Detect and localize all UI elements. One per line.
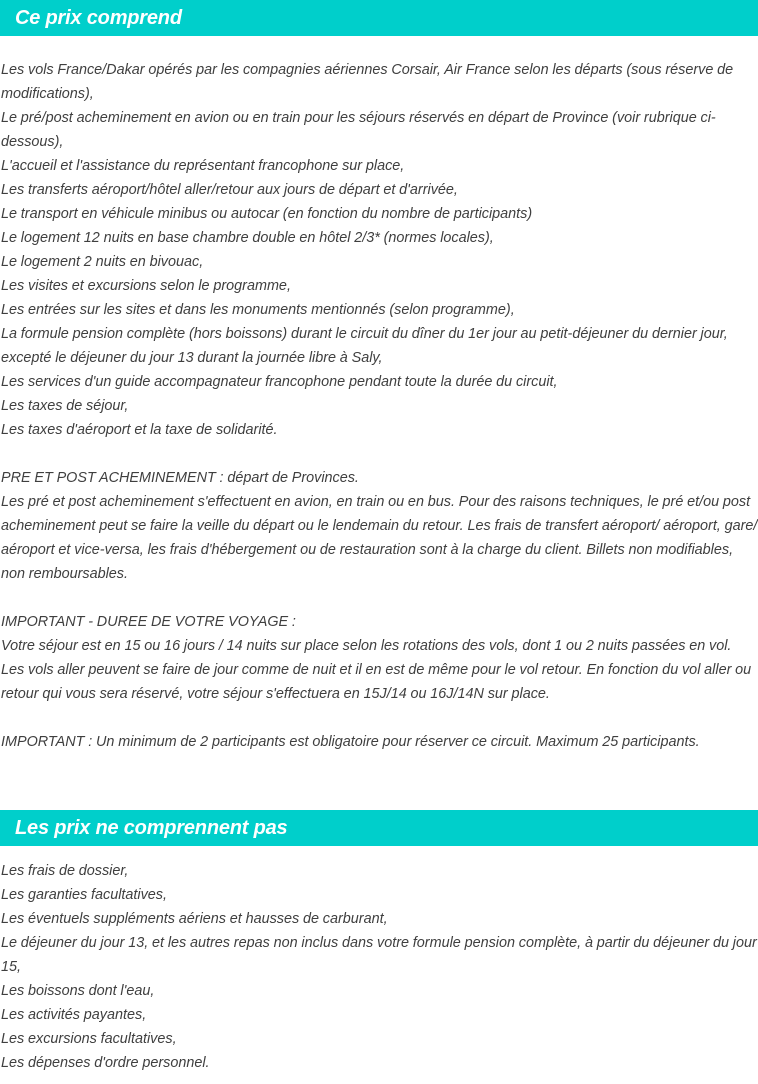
pre-post-text: Les pré et post acheminement s'effectuent en avion, en train ou en bus. Pour des raisons techniques, le pré et/ou post acheminement peut se faire la veille du départ ou le lendemain du retour. Les frais de transfert aéroport/ aéroport, gare/ aéroport et vice-versa, les frais d'hébergement ou de restauration sont à la charge du client. Billets non modifiables, non remboursables. — [1, 494, 758, 582]
list-item: Les vols France/Dakar opérés par les compagnies aériennes Corsair, Air France selon les départs (sous réserve de modifications), — [1, 62, 734, 102]
list-item: Le logement 2 nuits en bivouac, — [1, 254, 204, 270]
spacer-after-included-header — [0, 36, 758, 58]
section-header-not-included — [0, 810, 758, 846]
paragraph-spacer — [1, 706, 758, 730]
paragraph-spacer — [1, 442, 758, 466]
section-title-not-included: Les prix ne comprennent pas — [15, 817, 288, 839]
list-item: Les frais de dossier, — [1, 863, 129, 879]
section-header-included — [0, 0, 758, 36]
list-item: L'accueil et l'assistance du représentant francophone sur place, — [1, 158, 405, 174]
duree-heading: IMPORTANT - DUREE DE VOTRE VOYAGE : — [1, 614, 296, 630]
pre-post-heading: PRE ET POST ACHEMINEMENT : départ de Provinces. — [1, 470, 359, 486]
section-body-not-included — [0, 859, 758, 1075]
spacer-after-not-included-header — [0, 846, 758, 859]
section-title-included: Ce prix comprend — [15, 7, 182, 29]
list-item: Le pré/post acheminement en avion ou en train pour les séjours réservés en départ de Province (voir rubrique ci-dessous), — [1, 110, 716, 150]
section-body-included — [0, 58, 758, 754]
list-item: Les activités payantes, — [1, 1007, 147, 1023]
list-item: Le déjeuner du jour 13, et les autres repas non inclus dans votre formule pension complète, à partir du déjeuner du jour 15, — [1, 935, 757, 975]
list-item: Les éventuels suppléments aériens et hausses de carburant, — [1, 911, 388, 927]
list-item: Les excursions facultatives, — [1, 1031, 177, 1047]
list-item: Le transport en véhicule minibus ou autocar (en fonction du nombre de participants) — [1, 206, 533, 222]
list-item: Les dépenses d'ordre personnel. — [1, 1055, 210, 1071]
paragraph-spacer — [1, 586, 758, 610]
list-item: Les transferts aéroport/hôtel aller/retour aux jours de départ et d'arrivée, — [1, 182, 458, 198]
list-item: Les boissons dont l'eau, — [1, 983, 155, 999]
spacer-before-not-included-header — [0, 754, 758, 810]
participants-text: IMPORTANT : Un minimum de 2 participants est obligatoire pour réserver ce circuit. Maximum 25 participants. — [1, 734, 700, 750]
list-item: Le logement 12 nuits en base chambre double en hôtel 2/3* (normes locales), — [1, 230, 494, 246]
duree-text: Votre séjour est en 15 ou 16 jours / 14 nuits sur place selon les rotations des vols, dont 1 ou 2 nuits passées en vol. Les vols aller peuvent se faire de jour comme de nuit et il en est de même pour le vol retour. En fonction du vol aller ou retour qui vous sera réservé, votre séjour s'effectuera en 15J/14 ou 16J/14N sur place. — [1, 638, 752, 702]
list-item: Les taxes de séjour, — [1, 398, 129, 414]
list-item: Les services d'un guide accompagnateur francophone pendant toute la durée du circuit, — [1, 374, 558, 390]
list-item: Les entrées sur les sites et dans les monuments mentionnés (selon programme), — [1, 302, 515, 318]
list-item: Les garanties facultatives, — [1, 887, 167, 903]
list-item: Les taxes d'aéroport et la taxe de solidarité. — [1, 422, 278, 438]
list-item: La formule pension complète (hors boissons) durant le circuit du dîner du 1er jour au petit-déjeuner du dernier jour, excepté le déjeuner du jour 13 durant la journée libre à Saly, — [1, 326, 728, 366]
list-item: Les visites et excursions selon le programme, — [1, 278, 291, 294]
